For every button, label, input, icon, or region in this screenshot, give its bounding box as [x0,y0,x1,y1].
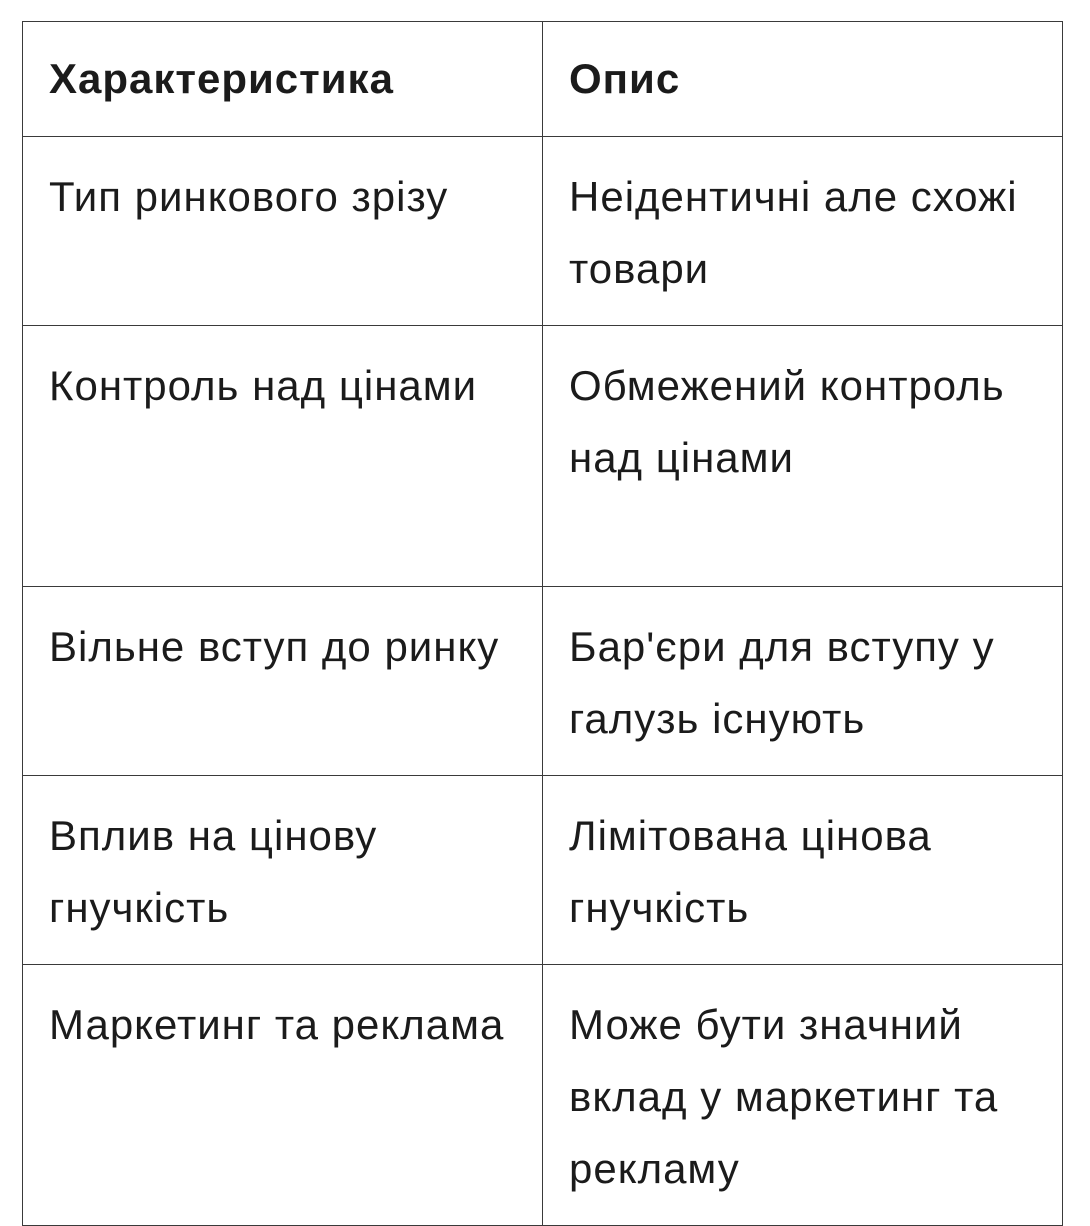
cell-description [543,326,1063,587]
cell-text: Контроль над цінами [49,362,478,409]
cell-text: Маркетинг та реклама [49,1001,505,1048]
table-header [23,22,1063,137]
cell-text: Тип ринкового зрізу [49,173,449,220]
header-characteristic [23,22,543,137]
table-body [23,137,1063,1226]
table-row [23,137,1063,326]
cell-characteristic [23,137,543,326]
table-row [23,587,1063,776]
cell-description [543,137,1063,326]
cell-characteristic [23,326,543,587]
table-row [23,326,1063,587]
header-row [23,22,1063,137]
header-description-label: Опис [569,55,681,102]
cell-text: Бар'єри для вступу у галузь існують [569,623,995,742]
cell-text: Неідентичні але схожі товари [569,173,1018,292]
table-row [23,965,1063,1226]
cell-text: Може бути значний вклад у маркетинг та рекламу [569,1001,999,1192]
cell-description [543,776,1063,965]
table-row [23,776,1063,965]
cell-description [543,965,1063,1226]
header-description [543,22,1063,137]
cell-text: Вільне вступ до ринку [49,623,500,670]
cell-text: Вплив на цінову гнучкість [49,812,378,931]
cell-text: Лімітована цінова гнучкість [569,812,932,931]
cell-text: Обмежений контроль над цінами [569,362,1005,481]
characteristics-table [22,21,1063,1226]
cell-characteristic [23,587,543,776]
cell-characteristic [23,965,543,1226]
cell-description [543,587,1063,776]
cell-characteristic [23,776,543,965]
header-characteristic-label: Характеристика [49,55,394,102]
